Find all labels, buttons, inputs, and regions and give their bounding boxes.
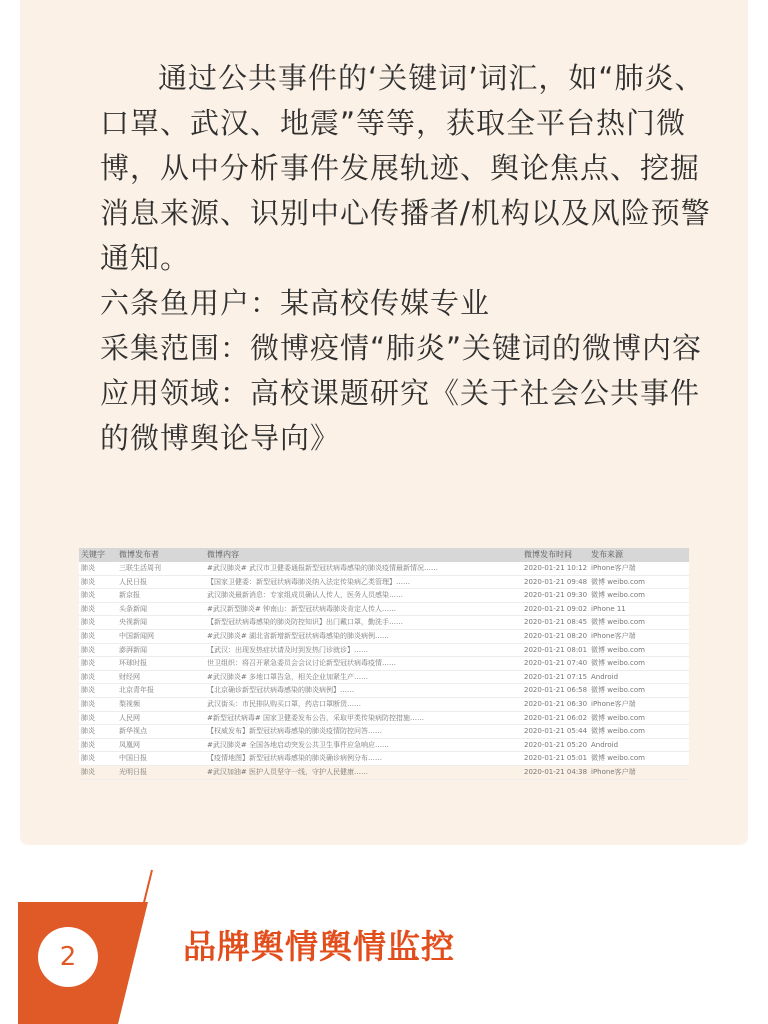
- intro-paragraph: 通过公共事件的‘关键词’词汇，如“肺炎、口罩、武汉、地震”等等，获取全平台热门微博，从中分析事件发展轨迹、舆论焦点、挖掘消息来源、识别中心传播者/机构以及风险预警通知。: [100, 61, 711, 275]
- table-row: [79, 766, 689, 780]
- cell-keyword: 肺炎: [81, 591, 95, 600]
- cell-author: 央视新闻: [119, 618, 147, 627]
- cell-content: 【北京确诊新型冠状病毒感染的肺炎病例】……: [207, 686, 354, 695]
- cell-keyword: 肺炎: [81, 686, 95, 695]
- cell-time: 2020-01-21 09:48: [524, 577, 588, 586]
- table-header: [79, 548, 689, 562]
- cell-source: 微博 weibo.com: [591, 754, 645, 763]
- section-title: 品牌舆情舆情监控: [183, 927, 455, 966]
- cell-author: 光明日报: [119, 767, 147, 776]
- cell-source: iPhone客户端: [591, 564, 636, 572]
- cell-content: 武汉街头：市民排队购买口罩，药店口罩断货……: [207, 699, 361, 708]
- table-row: [79, 589, 689, 603]
- data-table-screenshot: [79, 548, 689, 776]
- cell-source: 微博 weibo.com: [591, 591, 645, 600]
- table-row: [79, 671, 689, 685]
- cell-source: 微博 weibo.com: [591, 577, 645, 586]
- section-heading: [0, 870, 768, 1024]
- cell-content: #武汉新型肺炎# 钟南山：新型冠状病毒肺炎肯定人传人……: [207, 604, 396, 613]
- scope-line: 采集范围：微博疫情“肺炎”关键词的微博内容: [100, 331, 703, 365]
- table-row: [79, 562, 689, 576]
- cell-keyword: 肺炎: [81, 631, 95, 640]
- content-card: [20, 0, 748, 845]
- cell-source: Android: [591, 740, 619, 749]
- cell-keyword: 肺炎: [81, 577, 95, 586]
- header-time: 微博发布时间: [524, 550, 572, 559]
- cell-source: iPhone客户端: [591, 631, 636, 640]
- cell-keyword: 肺炎: [81, 713, 95, 722]
- cell-author: 北京青年报: [119, 686, 154, 695]
- table-row: [79, 603, 689, 617]
- cell-author: 凤凰网: [119, 740, 140, 749]
- table-body: [79, 562, 689, 780]
- cell-author: 中国新闻网: [119, 631, 154, 640]
- domain-line: 应用领域：高校课题研究《关于社会公共事件的微博舆论导向》: [100, 376, 701, 455]
- cell-time: 2020-01-21 10:12: [524, 564, 588, 572]
- cell-source: iPhone客户端: [591, 699, 636, 708]
- cell-keyword: 肺炎: [81, 699, 95, 708]
- cell-source: iPhone 11: [591, 604, 626, 613]
- cell-content: #武汉肺炎# 湖北省新增新型冠状病毒感染的肺炎病例……: [207, 631, 389, 640]
- header-content: 微博内容: [207, 550, 239, 559]
- cell-time: 2020-01-21 08:20: [524, 631, 588, 640]
- cell-time: 2020-01-21 09:30: [524, 591, 588, 600]
- cell-author: 梨视频: [119, 699, 140, 708]
- cell-keyword: 肺炎: [81, 604, 95, 613]
- cell-content: #武汉肺炎# 武汉市卫健委通报新型冠状病毒感染的肺炎疫情最新情况……: [207, 564, 438, 572]
- table-row: [79, 630, 689, 644]
- table-row: [79, 644, 689, 658]
- cell-author: 新华视点: [119, 727, 147, 736]
- cell-time: 2020-01-21 06:30: [524, 699, 588, 708]
- cell-author: 新京报: [119, 591, 140, 600]
- cell-source: 微博 weibo.com: [591, 645, 645, 654]
- cell-author: 头条新闻: [119, 604, 147, 613]
- cell-source: 微博 weibo.com: [591, 727, 645, 736]
- cell-keyword: 肺炎: [81, 740, 95, 749]
- cell-content: 【国家卫健委：新型冠状病毒肺炎纳入法定传染病乙类管理】……: [207, 577, 410, 586]
- cell-author: 人民网: [119, 713, 140, 722]
- cell-author: 三联生活周刊: [119, 564, 161, 572]
- cell-content: #武汉肺炎# 多地口罩告急，相关企业加紧生产……: [207, 672, 368, 681]
- cell-author: 人民日报: [119, 577, 147, 586]
- cell-content: 【疫情地图】新型冠状病毒感染的肺炎确诊病例分布……: [207, 754, 382, 763]
- header-keyword: 关键字: [81, 550, 105, 559]
- table-row: [79, 698, 689, 712]
- cell-source: iPhone客户端: [591, 767, 636, 776]
- user-line: 六条鱼用户：某高校传媒专业: [100, 286, 491, 320]
- cell-content: 【权威发布】新型冠状病毒感染的肺炎疫情防控问答……: [207, 727, 382, 736]
- cell-keyword: 肺炎: [81, 754, 95, 763]
- cell-keyword: 肺炎: [81, 618, 95, 627]
- cell-time: 2020-01-21 06:58: [524, 686, 588, 695]
- cell-content: 【武汉：出现发热症状请及时到发热门诊就诊】……: [207, 645, 368, 654]
- cell-time: 2020-01-21 05:01: [524, 754, 588, 763]
- cell-keyword: 肺炎: [81, 645, 95, 654]
- cell-time: 2020-01-21 05:20: [524, 740, 588, 749]
- cell-time: 2020-01-21 06:02: [524, 713, 588, 722]
- cell-keyword: 肺炎: [81, 564, 95, 572]
- cell-source: 微博 weibo.com: [591, 659, 645, 668]
- header-source: 发布来源: [591, 550, 623, 559]
- table-row: [79, 725, 689, 739]
- cell-keyword: 肺炎: [81, 767, 95, 776]
- cell-time: 2020-01-21 07:40: [524, 659, 588, 668]
- cell-source: 微博 weibo.com: [591, 686, 645, 695]
- cell-time: 2020-01-21 07:15: [524, 672, 588, 681]
- cell-time: 2020-01-21 09:02: [524, 604, 588, 613]
- cell-content: 【新型冠状病毒感染的肺炎防控知识】出门戴口罩，勤洗手……: [207, 618, 403, 627]
- cell-content: 世卫组织：将召开紧急委员会会议讨论新型冠状病毒疫情……: [207, 659, 396, 668]
- article-text: [100, 56, 720, 461]
- cell-source: 微博 weibo.com: [591, 618, 645, 627]
- cell-time: 2020-01-21 08:01: [524, 645, 588, 654]
- table-row: [79, 684, 689, 698]
- table-row: [79, 657, 689, 671]
- cell-source: 微博 weibo.com: [591, 713, 645, 722]
- cell-content: 武汉肺炎最新消息：专家组成员确认人传人，医务人员感染……: [207, 591, 403, 600]
- cell-author: 澎湃新闻: [119, 645, 147, 654]
- table-row: [79, 616, 689, 630]
- cell-time: 2020-01-21 08:45: [524, 618, 588, 627]
- cell-content: #新型冠状病毒# 国家卫健委发布公告，采取甲类传染病防控措施……: [207, 713, 424, 722]
- cell-time: 2020-01-21 04:38: [524, 767, 588, 776]
- cell-content: #武汉加油# 医护人员坚守一线，守护人民健康……: [207, 767, 368, 776]
- cell-keyword: 肺炎: [81, 659, 95, 668]
- cell-source: Android: [591, 672, 619, 681]
- table-row: [79, 752, 689, 766]
- table-row: [79, 576, 689, 590]
- header-author: 微博发布者: [119, 550, 159, 559]
- table-row: [79, 739, 689, 753]
- cell-author: 财经网: [119, 672, 140, 681]
- section-number: 2: [38, 927, 98, 987]
- table-row: [79, 712, 689, 726]
- cell-author: 中国日报: [119, 754, 147, 763]
- cell-time: 2020-01-21 05:44: [524, 727, 588, 736]
- cell-keyword: 肺炎: [81, 727, 95, 736]
- cell-author: 环球时报: [119, 659, 147, 668]
- cell-keyword: 肺炎: [81, 672, 95, 681]
- cell-content: #武汉肺炎# 全国各地启动突发公共卫生事件应急响应……: [207, 740, 389, 749]
